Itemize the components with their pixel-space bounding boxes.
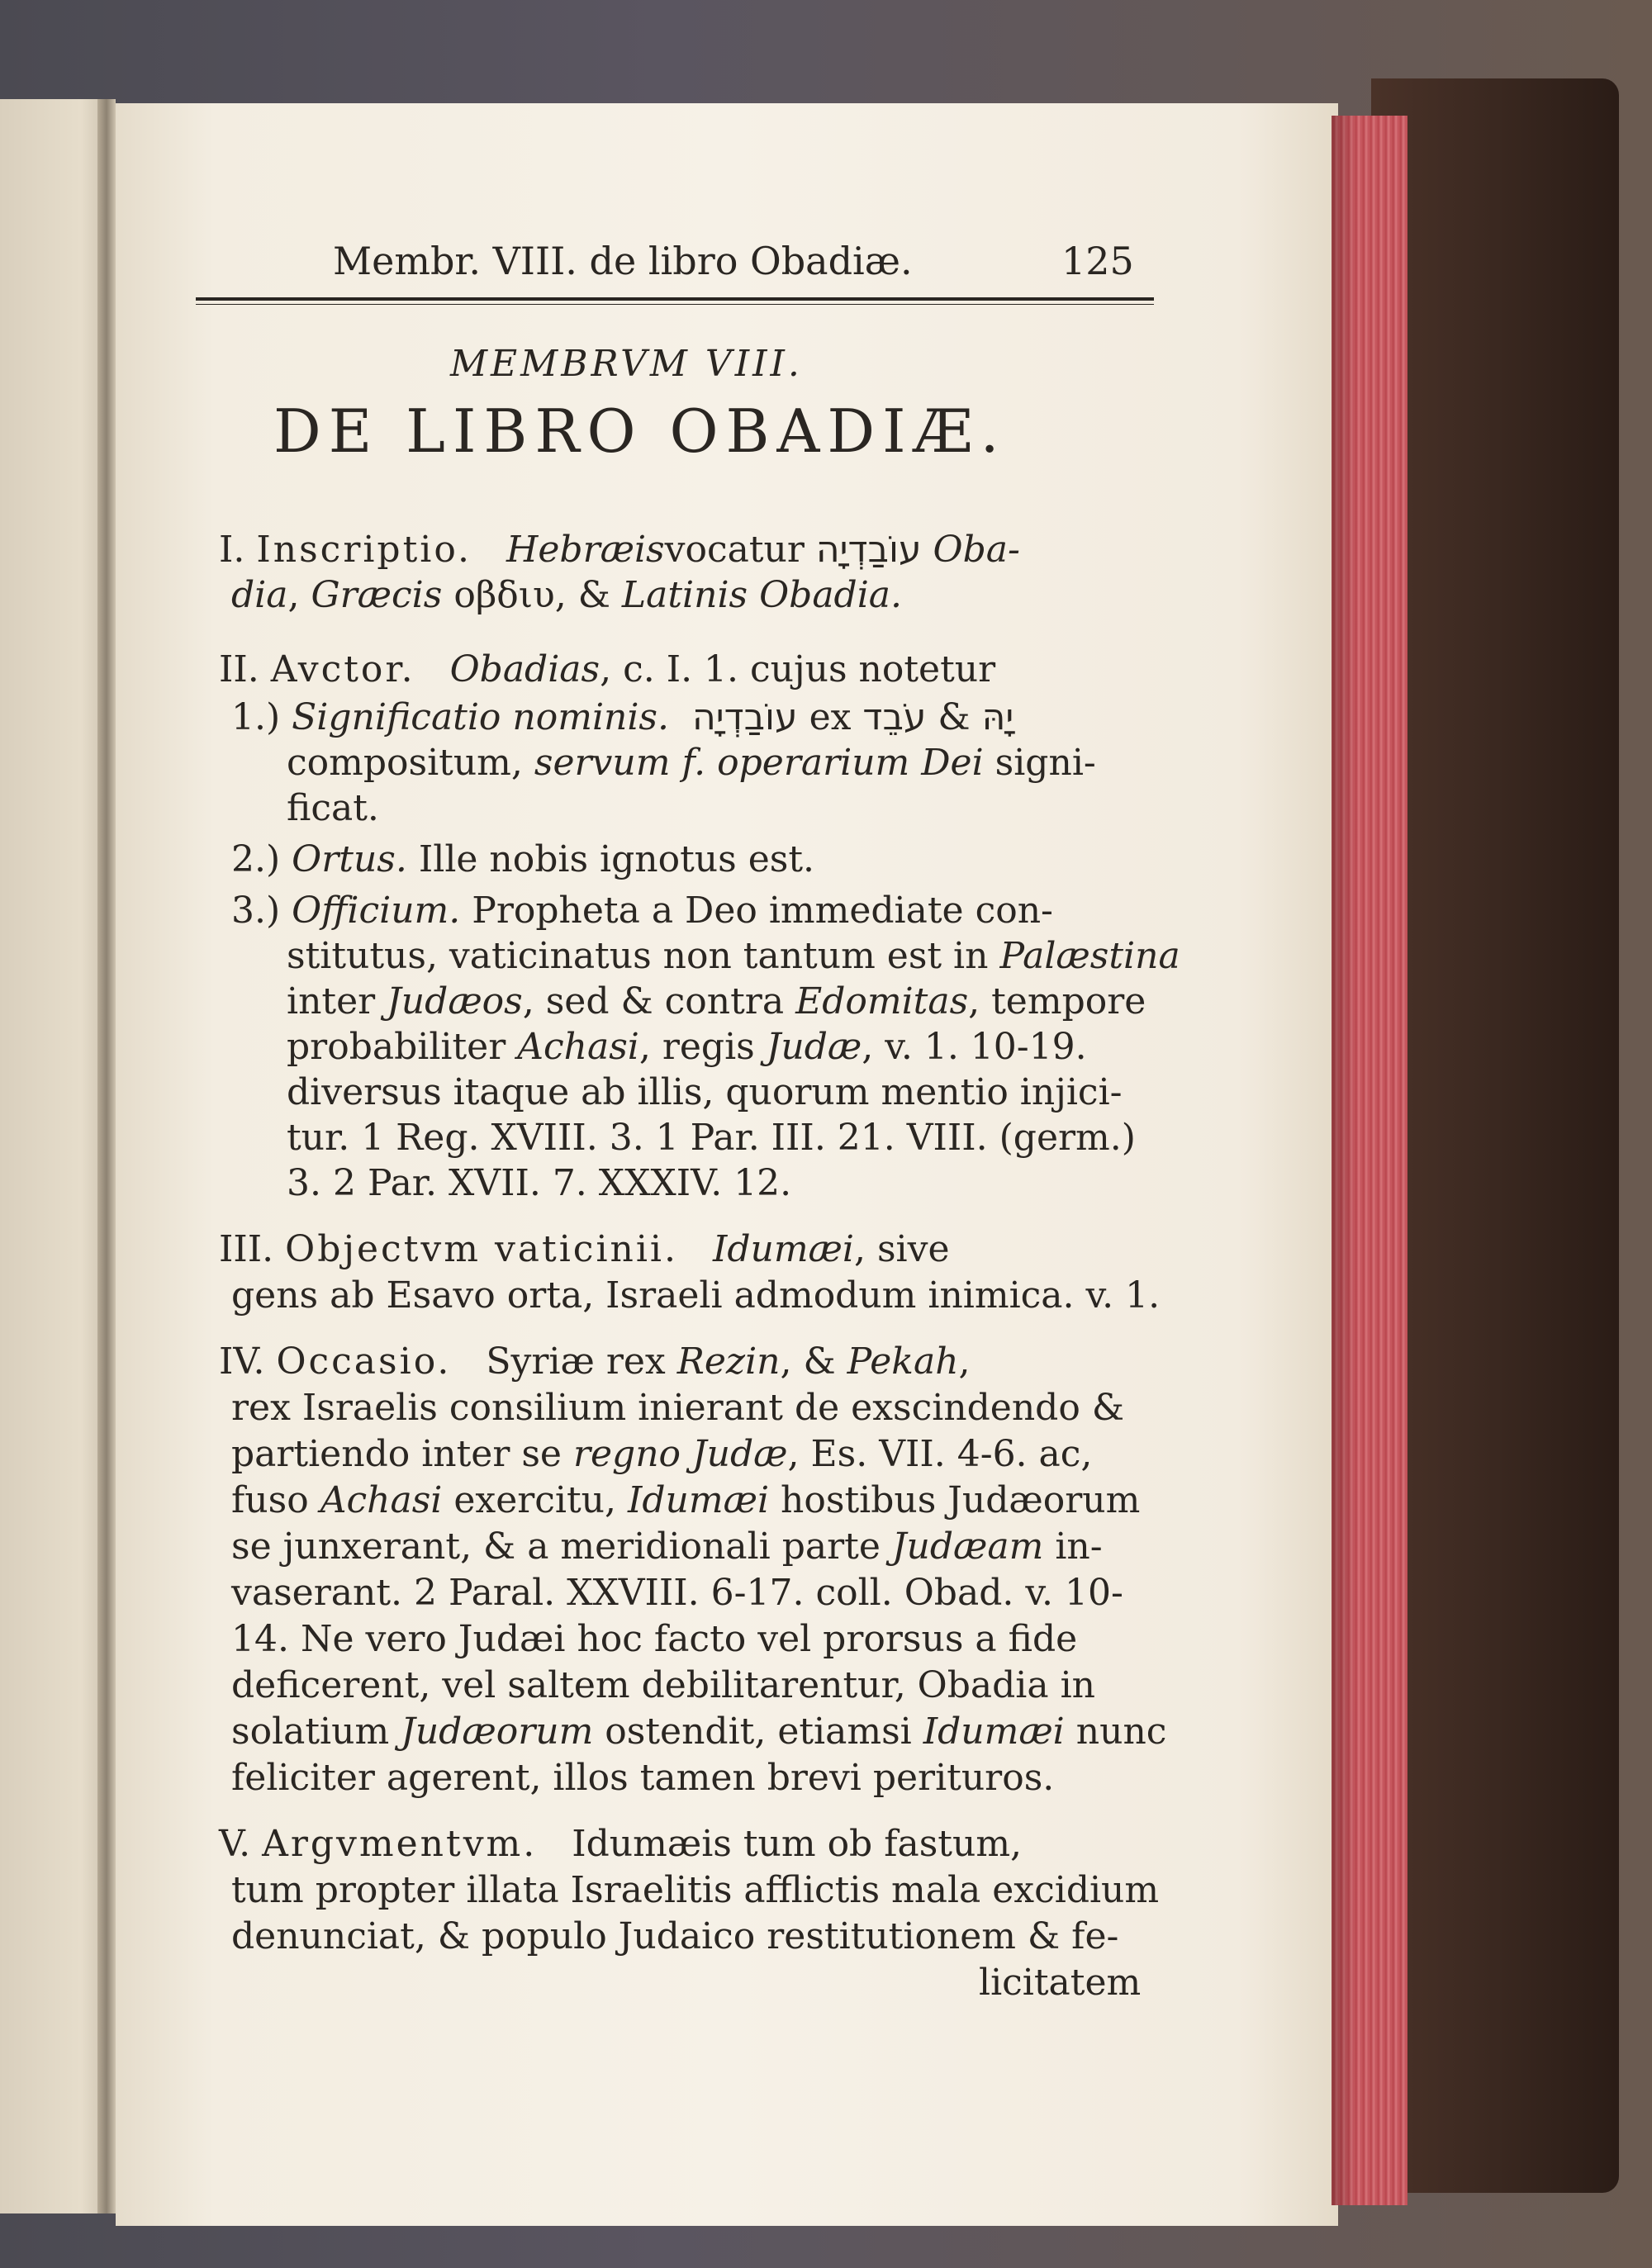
graecis-word: Græcis	[311, 574, 443, 616]
exercitu-word: exercitu,	[453, 1479, 616, 1521]
page-edge-shadow	[1332, 116, 1356, 2205]
section-2-line-1	[219, 648, 995, 691]
point-1-heading: Significatio nominis.	[292, 696, 669, 738]
point-3-line-2	[287, 935, 1180, 978]
section-5-line-2: tum propter illata Israelitis afflictis mala excidium	[231, 1869, 1160, 1911]
section-2-heading: Avctor.	[270, 648, 415, 690]
and-word: , &	[780, 1340, 836, 1383]
rezin-word: Rezin	[676, 1340, 781, 1383]
signi-word: signi-	[995, 742, 1096, 784]
section-3-number: III.	[219, 1228, 274, 1270]
point-1-number: 1.)	[231, 696, 281, 738]
hebrew-yah: יָהּ	[981, 696, 1014, 738]
point-2-text: Ille nobis ignotus est.	[418, 838, 814, 880]
idumaei-word: Idumæi	[712, 1228, 854, 1270]
judaeorum-word: Judæorum	[401, 1710, 594, 1753]
hebrew-obadiah: עוֹבַדְיָה	[815, 529, 922, 571]
fuso-word: fuso	[231, 1479, 309, 1521]
servum-operarium: servum f. operarium Dei	[534, 742, 984, 784]
book-gutter	[97, 99, 116, 2213]
section-1-line-1	[219, 529, 1020, 572]
syriae-rex: Syriæ rex	[486, 1340, 666, 1383]
dia-word: dia	[231, 574, 288, 616]
point-3-line-3	[287, 980, 1146, 1023]
running-header	[333, 240, 913, 282]
partiendo-text: partiendo inter se	[231, 1433, 562, 1475]
achasi-word: Achasi	[517, 1026, 639, 1068]
point-2-number: 2.)	[231, 838, 281, 880]
section-4-line-9	[231, 1710, 1166, 1753]
section-5-line-1	[219, 1823, 1022, 1866]
ampersand-2: &	[938, 696, 971, 738]
section-3-line-1	[219, 1228, 950, 1271]
comma: ,	[287, 574, 300, 616]
point-3-text-2: stitutus, vaticinatus non tantum est in	[287, 935, 989, 977]
book-cover	[1371, 78, 1619, 2193]
idumaei-word-2: Idumæi	[628, 1479, 770, 1521]
es-ref: , Es. VII. 4-6. ac,	[787, 1433, 1093, 1475]
main-title: DE LIBRO OBADIÆ.	[273, 396, 1007, 466]
sive-word: , sive	[854, 1228, 950, 1270]
section-4-line-10: feliciter agerent, illos tamen brevi perituros.	[231, 1757, 1055, 1799]
regno-judae: regno Judæ	[572, 1433, 788, 1475]
header-rule	[196, 297, 1154, 301]
ex-word: ex	[809, 696, 852, 738]
point-2-heading: Ortus.	[292, 838, 407, 880]
section-1-number: I.	[219, 529, 245, 571]
judaeos-word: Judæos	[387, 980, 523, 1022]
point-1-line-2	[287, 742, 1096, 785]
verse-ref: , v. 1. 10-19.	[862, 1026, 1087, 1068]
vocatur-word: vocatur	[664, 529, 805, 571]
comma-2: ,	[958, 1340, 971, 1383]
junxerant-text: se junxerant, & a meridionali parte	[231, 1525, 881, 1568]
section-4-line-5	[231, 1525, 1103, 1568]
point-1-line-1	[231, 696, 1014, 739]
catchword: licitatem	[979, 1962, 1142, 2004]
section-5-heading: Argvmentvm.	[262, 1823, 538, 1865]
hostibus-text: hostibus Judæorum	[781, 1479, 1141, 1521]
section-1-line-2	[231, 574, 902, 617]
section-4-heading: Occasio.	[276, 1340, 452, 1383]
obadias-word: Obadias	[449, 648, 601, 690]
section-4-line-2: rex Israelis consilium inierant de exscindendo &	[231, 1387, 1124, 1429]
ampersand: &	[577, 574, 610, 616]
section-4-line-3	[231, 1433, 1092, 1476]
section-2-number: II.	[219, 648, 259, 690]
header-rule-thin	[196, 304, 1154, 305]
section-4-line-8: deficerent, vel saltem debilitarentur, Obadia in	[231, 1664, 1096, 1706]
section-3-heading: Objectvm vaticinii.	[285, 1228, 678, 1270]
point-1-line-3: ficat.	[287, 787, 379, 829]
point-3-number: 3.)	[231, 890, 281, 932]
pekah-word: Pekah	[847, 1340, 959, 1383]
ostendit-text: ostendit, etiamsi	[605, 1710, 912, 1753]
section-3-line-2: gens ab Esavo orta, Israeli admodum inimica. v. 1.	[231, 1274, 1161, 1317]
oba-word: Oba-	[933, 529, 1020, 571]
section-4-line-7: 14. Ne vero Judæi hoc facto vel prorsus a fide	[231, 1618, 1078, 1660]
nunc-word: nunc	[1075, 1710, 1167, 1753]
cujus-notetur: , c. I. 1. cujus notetur	[600, 648, 996, 690]
point-3-line-1	[231, 890, 1053, 932]
section-4-line-1	[219, 1340, 971, 1383]
hebrew-eved: עֹבֵד	[862, 696, 927, 738]
judaeam-word: Judæam	[891, 1525, 1044, 1568]
hebraeis-word: Hebræis	[506, 529, 665, 571]
point-3-line-5: diversus itaque ab illis, quorum mentio injici-	[287, 1071, 1123, 1113]
idumaei-word-3: Idumæi	[923, 1710, 1065, 1753]
judae-word: Judæ	[766, 1026, 862, 1068]
tempore-word: , tempore	[968, 980, 1146, 1022]
section-4-line-6: vaserant. 2 Paral. XXVIII. 6-17. coll. Obad. v. 10-	[231, 1572, 1123, 1614]
achasi-word-2: Achasi	[320, 1479, 443, 1521]
point-3-line-6: tur. 1 Reg. XVIII. 3. 1 Par. III. 21. VIII. (germ.)	[287, 1117, 1136, 1159]
section-4-line-4	[231, 1479, 1140, 1522]
section-5-text-1: Idumæis tum ob fastum,	[572, 1823, 1023, 1865]
latinis-obadia: Latinis Obadia.	[621, 574, 903, 616]
point-3-line-4	[287, 1026, 1087, 1069]
membrum-title: MEMBRVM VIII.	[450, 343, 803, 385]
running-title: Membr. VIII. de libro Obadiæ.	[333, 239, 913, 283]
hebrew-obadiah-2: עוֹבַדְיָה	[691, 696, 798, 738]
regis-word: , regis	[638, 1026, 755, 1068]
probabiliter-word: probabiliter	[287, 1026, 506, 1068]
palaestina-word: Palæstina	[999, 935, 1180, 977]
section-5-number: V.	[219, 1823, 251, 1865]
in-word: in-	[1055, 1525, 1103, 1568]
point-2-line	[231, 838, 814, 881]
solatium-word: solatium	[231, 1710, 390, 1753]
section-4-number: IV.	[219, 1340, 265, 1383]
point-3-line-7: 3. 2 Par. XVII. 7. XXXIV. 12.	[287, 1162, 792, 1204]
edomitas-word: Edomitas	[795, 980, 969, 1022]
greek-obdiu: οβδιυ,	[453, 574, 567, 616]
point-3-text-1: Propheta a Deo immediate con-	[472, 890, 1053, 932]
section-5-line-3: denunciat, & populo Judaico restitutionem & fe-	[231, 1915, 1119, 1957]
sed-contra: , sed & contra	[522, 980, 785, 1022]
compositum-word: compositum,	[287, 742, 523, 784]
point-3-heading: Officium.	[292, 890, 461, 932]
page-number: 125	[1061, 239, 1134, 283]
inter-word: inter	[287, 980, 376, 1022]
section-1-heading: Inscriptio.	[256, 529, 472, 571]
